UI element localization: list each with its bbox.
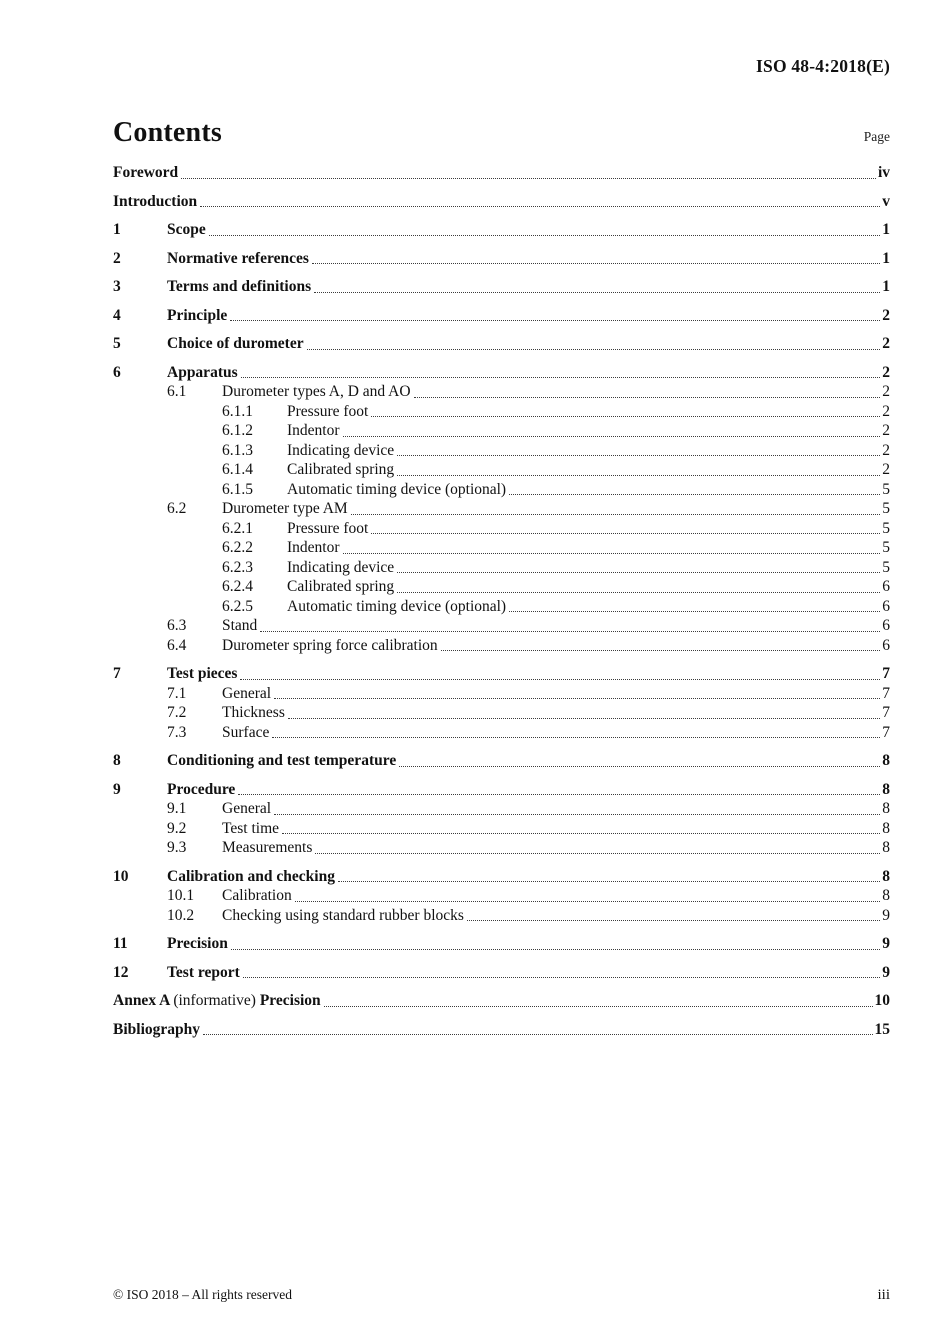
toc-entry-page: 2: [882, 335, 890, 352]
toc-entry-number: 7.1: [167, 684, 187, 702]
toc-entry-number: 9.1: [167, 800, 187, 817]
toc-entry-label: General: [222, 800, 272, 817]
toc-entry-page: 8: [882, 780, 890, 798]
toc-leader-dots: [371, 533, 880, 534]
toc-entry: [167, 723, 890, 743]
toc-leader-dots: [397, 475, 880, 476]
toc-entry-page: 8: [882, 819, 890, 837]
toc-leader-dots: [295, 901, 881, 902]
toc-leader-dots: [509, 494, 880, 495]
toc-entry-label: Precision: [167, 935, 228, 952]
contents-title-row: [113, 117, 890, 149]
toc-entry-number: 12: [113, 963, 129, 981]
toc-entry: [167, 886, 890, 906]
toc-entry-label-part: (informative): [173, 992, 260, 1009]
toc-leader-dots: [243, 977, 880, 978]
toc-leader-dots: [343, 553, 881, 554]
toc-entry-page: 1: [882, 249, 890, 267]
toc-entry-page: 8: [882, 752, 890, 769]
toc-entry-label: Pressure foot: [287, 519, 369, 537]
toc-entry: [113, 664, 890, 684]
toc-leader-dots: [240, 679, 880, 680]
toc-entry-page: 7: [882, 665, 890, 682]
toc-entry-page: 2: [882, 422, 890, 439]
toc-entry-page: 2: [882, 306, 890, 324]
toc-leader-dots: [288, 718, 880, 719]
toc-leader-dots: [307, 349, 881, 350]
toc-leader-dots: [209, 235, 881, 236]
toc-entry: [167, 906, 890, 926]
toc-entry: [222, 519, 890, 539]
toc-entry-label: Test report: [167, 963, 240, 981]
toc-entry-page: 8: [882, 867, 890, 885]
toc-entry-page: 2: [882, 402, 890, 420]
toc-entry-page: 5: [882, 480, 890, 498]
toc-leader-dots: [397, 455, 880, 456]
toc-entry-page: 5: [882, 500, 890, 517]
toc-entry-number: 6.2.1: [222, 519, 253, 537]
toc-entry: [113, 1020, 890, 1040]
toc-entry-label-part: Precision: [259, 992, 321, 1009]
toc-entry-label: Normative references: [167, 249, 309, 267]
toc-entry: [222, 402, 890, 422]
toc-list: [113, 163, 890, 1039]
toc-leader-dots: [230, 320, 880, 321]
toc-entry: [113, 249, 890, 269]
toc-entry-number: 6: [113, 363, 121, 381]
toc-entry: [222, 421, 890, 441]
toc-entry-page: 6: [882, 597, 890, 615]
toc-entry-label: Surface: [222, 723, 270, 741]
toc-entry-number: 6.2.5: [222, 597, 253, 615]
toc-entry-page: 10: [874, 992, 890, 1009]
toc-entry-page: iv: [877, 164, 890, 181]
toc-entry-page: 6: [882, 636, 890, 654]
toc-entry-number: 9.2: [167, 819, 187, 837]
toc-entry: [167, 684, 890, 704]
toc-entry-number: 10.1: [167, 887, 195, 904]
toc-entry-page: 1: [882, 278, 890, 295]
toc-entry: [167, 703, 890, 723]
toc-leader-dots: [181, 178, 876, 179]
toc-entry-page: 9: [882, 935, 890, 952]
toc-entry-label: Durometer type AM: [222, 500, 348, 517]
toc-entry: [113, 780, 890, 800]
toc-entry-page: 8: [882, 887, 890, 904]
toc-entry: [113, 192, 890, 212]
toc-entry-label: Calibration: [222, 887, 292, 904]
toc-entry-number: 1: [113, 221, 121, 238]
toc-entry: [222, 441, 890, 461]
toc-leader-dots: [274, 814, 880, 815]
toc-entry-number: 10: [113, 867, 129, 885]
toc-entry: [113, 220, 890, 240]
toc-leader-dots: [371, 416, 880, 417]
toc-entry-label: Checking using standard rubber blocks: [222, 906, 464, 924]
toc-entry-label: Terms and definitions: [167, 278, 312, 295]
toc-entry-label: Thickness: [222, 704, 285, 721]
toc-entry-number: 6.1.2: [222, 422, 253, 439]
toc-entry-label: Indicating device: [287, 441, 395, 459]
toc-entry-number: 6.3: [167, 617, 187, 634]
toc-entry: [113, 277, 890, 297]
toc-entry: [113, 934, 890, 954]
toc-entry: [222, 480, 890, 500]
toc-entry: [113, 751, 890, 771]
toc-entry-number: 6.1: [167, 383, 187, 400]
toc-entry-page: 7: [882, 704, 890, 721]
toc-entry-label: [113, 991, 321, 1011]
toc-entry-label: Indentor: [287, 422, 340, 439]
toc-entry-number: 6.2.3: [222, 558, 253, 576]
toc-entry: [167, 382, 890, 402]
toc-entry-page: 2: [882, 461, 890, 478]
toc-entry-number: 6.4: [167, 636, 187, 654]
toc-entry-number: 9.3: [167, 839, 187, 856]
toc-entry: [167, 819, 890, 839]
toc-entry-label: Bibliography: [113, 1020, 200, 1038]
toc-entry: [167, 799, 890, 819]
toc-entry-number: 6.2: [167, 500, 187, 517]
toc-entry-number: 3: [113, 278, 121, 295]
toc-entry-page: 5: [882, 558, 890, 576]
toc-entry-label: Indicating device: [287, 558, 395, 576]
toc-entry-number: 6.2.4: [222, 578, 253, 595]
toc-leader-dots: [324, 1006, 873, 1007]
toc-leader-dots: [414, 397, 881, 398]
toc-entry: [113, 306, 890, 326]
toc-entry-number: 6.1.1: [222, 402, 253, 420]
toc-leader-dots: [314, 292, 880, 293]
toc-leader-dots: [231, 949, 880, 950]
toc-entry: [113, 991, 890, 1011]
toc-entry-number: 9: [113, 780, 121, 798]
toc-leader-dots: [351, 514, 881, 515]
footer-copyright: © ISO 2018 – All rights reserved: [113, 1287, 292, 1302]
toc-entry-number: 6.1.5: [222, 480, 253, 498]
toc-entry-number: 8: [113, 752, 121, 769]
toc-entry-page: 9: [882, 963, 890, 981]
toc-entry-label-part: Annex A: [113, 992, 174, 1009]
toc-entry-number: 11: [113, 935, 128, 952]
toc-entry-page: 2: [882, 441, 890, 459]
toc-entry: [167, 616, 890, 636]
toc-entry-number: 7: [113, 665, 121, 682]
toc-entry: [222, 577, 890, 597]
toc-entry-page: 7: [882, 684, 890, 702]
toc-leader-dots: [241, 377, 881, 378]
toc-entry-label: Indentor: [287, 539, 340, 556]
toc-entry-label: Durometer types A, D and AO: [222, 383, 411, 400]
toc-entry: [167, 636, 890, 656]
toc-entry-number: 7.2: [167, 704, 187, 721]
document-reference: ISO 48-4:2018(E): [756, 56, 890, 76]
toc-entry-page: 6: [882, 617, 890, 634]
toc-leader-dots: [343, 436, 881, 437]
toc-entry: [113, 963, 890, 983]
footer-page-number: iii: [877, 1287, 890, 1303]
toc-entry-page: 2: [882, 383, 890, 400]
toc-entry-page: 7: [882, 723, 890, 741]
page-footer: [113, 1287, 890, 1304]
toc-entry: [222, 538, 890, 558]
toc-entry-number: 5: [113, 335, 121, 352]
toc-entry-label: Apparatus: [167, 363, 238, 381]
toc-leader-dots: [312, 263, 880, 264]
toc-entry: [113, 363, 890, 383]
toc-entry-label: Principle: [167, 306, 228, 324]
toc-leader-dots: [467, 920, 880, 921]
toc-leader-dots: [203, 1034, 873, 1035]
toc-entry-page: 5: [882, 519, 890, 537]
page-column-label: Page: [863, 129, 890, 144]
toc-leader-dots: [282, 833, 880, 834]
toc-entry-page: 2: [882, 363, 890, 381]
toc-entry-number: 2: [113, 249, 121, 267]
toc-entry-label: Automatic timing device (optional): [287, 597, 507, 615]
toc-leader-dots: [272, 737, 880, 738]
toc-entry-page: 9: [882, 906, 890, 924]
toc-entry-label: Test time: [222, 819, 280, 837]
toc-entry: [222, 558, 890, 578]
toc-leader-dots: [509, 611, 880, 612]
toc-leader-dots: [315, 853, 880, 854]
toc-entry-number: 10.2: [167, 906, 195, 924]
toc-entry-number: 7.3: [167, 723, 187, 741]
toc-entry: [222, 597, 890, 617]
toc-entry-label: Automatic timing device (optional): [287, 480, 507, 498]
toc-entry-label: Foreword: [113, 164, 179, 181]
toc-entry-number: 6.1.4: [222, 461, 253, 478]
toc-entry-page: 15: [874, 1020, 890, 1038]
toc-entry-label: Conditioning and test temperature: [167, 752, 397, 769]
toc-entry-page: 8: [882, 800, 890, 817]
toc-entry-page: 8: [882, 839, 890, 856]
toc-leader-dots: [338, 881, 880, 882]
toc-entry: [222, 460, 890, 480]
toc-leader-dots: [200, 206, 880, 207]
toc-leader-dots: [441, 650, 881, 651]
toc-entry-number: 4: [113, 306, 121, 324]
toc-entry-page: 5: [882, 539, 890, 556]
toc-leader-dots: [399, 766, 880, 767]
toc-entry-label: Calibration and checking: [167, 867, 335, 885]
toc-leader-dots: [397, 572, 880, 573]
toc-entry-label: Test pieces: [167, 665, 238, 682]
toc-entry: [167, 838, 890, 858]
toc-entry-label: Calibrated spring: [287, 578, 395, 595]
toc-entry-page: 1: [882, 221, 890, 238]
toc-entry: [113, 867, 890, 887]
toc-entry-label: Pressure foot: [287, 402, 369, 420]
toc-entry-label: General: [222, 684, 272, 702]
toc-entry-page: v: [882, 192, 890, 210]
toc-entry-number: 6.2.2: [222, 539, 253, 556]
toc-entry-number: 6.1.3: [222, 441, 253, 459]
toc-entry-page: 6: [882, 578, 890, 595]
toc-entry: [113, 334, 890, 354]
toc-entry: [113, 163, 890, 183]
toc-leader-dots: [260, 631, 880, 632]
toc-entry-label: Choice of durometer: [167, 335, 304, 352]
toc-entry-label: Scope: [167, 221, 206, 238]
toc-entry-label: Procedure: [167, 780, 236, 798]
toc-entry-label: Introduction: [113, 192, 198, 210]
toc-entry-label: Measurements: [222, 839, 313, 856]
toc-leader-dots: [238, 794, 880, 795]
toc-entry-label: Calibrated spring: [287, 461, 395, 478]
toc-leader-dots: [274, 698, 880, 699]
toc-entry: [167, 499, 890, 519]
toc-entry-label: Stand: [222, 617, 258, 634]
toc-leader-dots: [397, 592, 880, 593]
page-title: Contents: [113, 117, 222, 148]
toc-entry-label: Durometer spring force calibration: [222, 636, 438, 654]
